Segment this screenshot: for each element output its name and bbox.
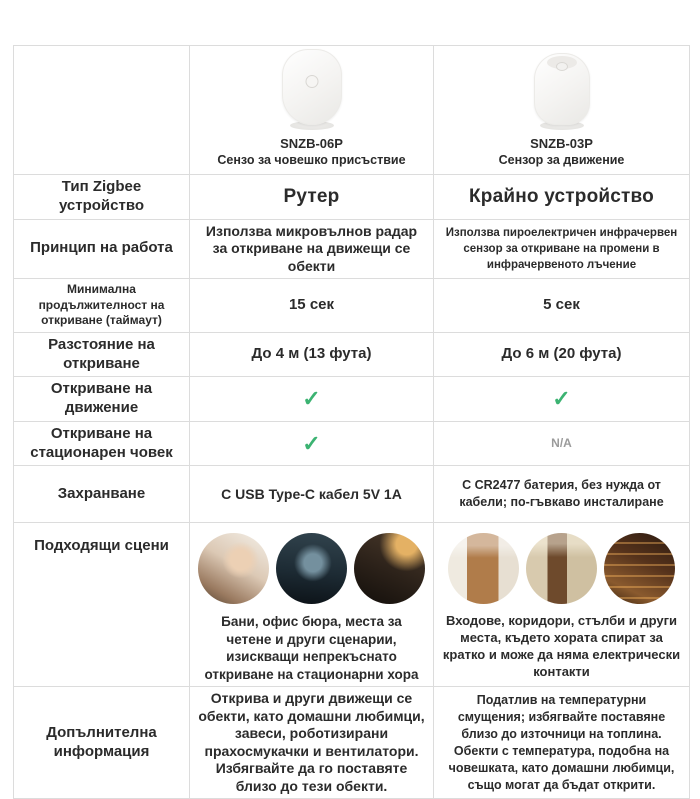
table-row-zigbee-type bbox=[14, 175, 690, 220]
empty-corner-cell bbox=[14, 46, 190, 175]
product-cell-snzb03p bbox=[434, 46, 690, 175]
na-value: N/A bbox=[434, 421, 690, 466]
comparison-table bbox=[13, 45, 690, 799]
bathroom-scene-image bbox=[198, 533, 269, 604]
checkmark-icon: ✓ bbox=[434, 377, 690, 422]
table-row-power bbox=[14, 466, 690, 523]
cell-power-snzb03p: С CR2477 батерия, без нужда от кабели; по-гъвкаво инсталиране bbox=[434, 466, 690, 523]
table-row-principle bbox=[14, 219, 690, 279]
cell-extra-snzb03p: Податлив на температурни смущения; избягвайте поставяне близо до източници на топлина. Обекти с температура, подобна на човешката, като домашни любимци, също могат да бъдат открити. bbox=[434, 687, 690, 799]
cell-zigbee-type-snzb03p: Крайно устройство bbox=[434, 175, 690, 220]
row-label: Разстояние на откриване bbox=[14, 332, 190, 377]
cell-distance-snzb03p: До 6 м (20 фута) bbox=[434, 332, 690, 377]
row-label: Тип Zigbee устройство bbox=[14, 175, 190, 220]
reading-nook-scene-image bbox=[354, 533, 425, 604]
cell-power-snzb06p: С USB Type-C кабел 5V 1A bbox=[190, 466, 434, 523]
row-label: Откриване на движение bbox=[14, 377, 190, 422]
product-snzb06p bbox=[198, 49, 425, 171]
table-row-extra-info bbox=[14, 687, 690, 799]
table-row-motion-detection bbox=[14, 377, 690, 422]
office-desk-scene-image bbox=[276, 533, 347, 604]
product-snzb03p bbox=[442, 49, 681, 171]
checkmark-icon: ✓ bbox=[190, 377, 434, 422]
product-model: SNZB-06P bbox=[280, 136, 343, 152]
cell-duration-snzb06p: 15 сек bbox=[190, 279, 434, 333]
cell-duration-snzb03p: 5 сек bbox=[434, 279, 690, 333]
cell-extra-snzb06p: Открива и други движещи се обекти, като домашни любимци, завеси, роботизирани прахосмукачки и вентилатори. Избягвайте да го поставяте близо до тези обекти. bbox=[190, 687, 434, 799]
motion-sensor-device-image bbox=[534, 53, 590, 125]
cell-principle-snzb03p: Използва пироелектричен инфрачервен сензор за откриване на промени в инфрачервеното лъчение bbox=[434, 219, 690, 279]
row-label: Принцип на работа bbox=[14, 219, 190, 279]
row-label: Откриване на стационарен човек bbox=[14, 421, 190, 466]
cell-scenes-snzb03p bbox=[434, 523, 690, 687]
scene-caption: Входове, коридори, стълби и други места, където хората спират за кратко и може да няма електрически контакти bbox=[442, 613, 681, 679]
product-caption: Сензор за движение bbox=[498, 153, 625, 168]
cell-principle-snzb06p: Използва микровълнов радар за откриване на движещи се обекти bbox=[190, 219, 434, 279]
row-label: Минимална продължителност на откриване (таймаут) bbox=[14, 279, 190, 333]
product-caption: Сензо за човешко присъствие bbox=[217, 153, 406, 168]
product-cell-snzb06p bbox=[190, 46, 434, 175]
row-label: Захранване bbox=[14, 466, 190, 523]
stairs-scene-image bbox=[604, 533, 675, 604]
scene-caption: Бани, офис бюра, места за четене и други сценарии, изискващи непрекъснато откриване на стационарни хора bbox=[204, 614, 419, 682]
checkmark-icon: ✓ bbox=[190, 421, 434, 466]
table-row-products bbox=[14, 46, 690, 175]
presence-sensor-device-image bbox=[282, 49, 342, 125]
scene-images bbox=[198, 533, 425, 604]
row-label: Подходящи сцени bbox=[14, 523, 190, 687]
table-row-scenes bbox=[14, 523, 690, 687]
cell-scenes-snzb06p bbox=[190, 523, 434, 687]
entrance-scene-image bbox=[448, 533, 519, 604]
cell-distance-snzb06p: До 4 м (13 фута) bbox=[190, 332, 434, 377]
product-model: SNZB-03P bbox=[530, 136, 593, 152]
row-label: Допълнителна информация bbox=[14, 687, 190, 799]
cell-zigbee-type-snzb06p: Рутер bbox=[190, 175, 434, 220]
table-row-distance bbox=[14, 332, 690, 377]
table-row-stationary-detection bbox=[14, 421, 690, 466]
corridor-scene-image bbox=[526, 533, 597, 604]
scene-images bbox=[442, 533, 681, 604]
table-row-min-duration bbox=[14, 279, 690, 333]
